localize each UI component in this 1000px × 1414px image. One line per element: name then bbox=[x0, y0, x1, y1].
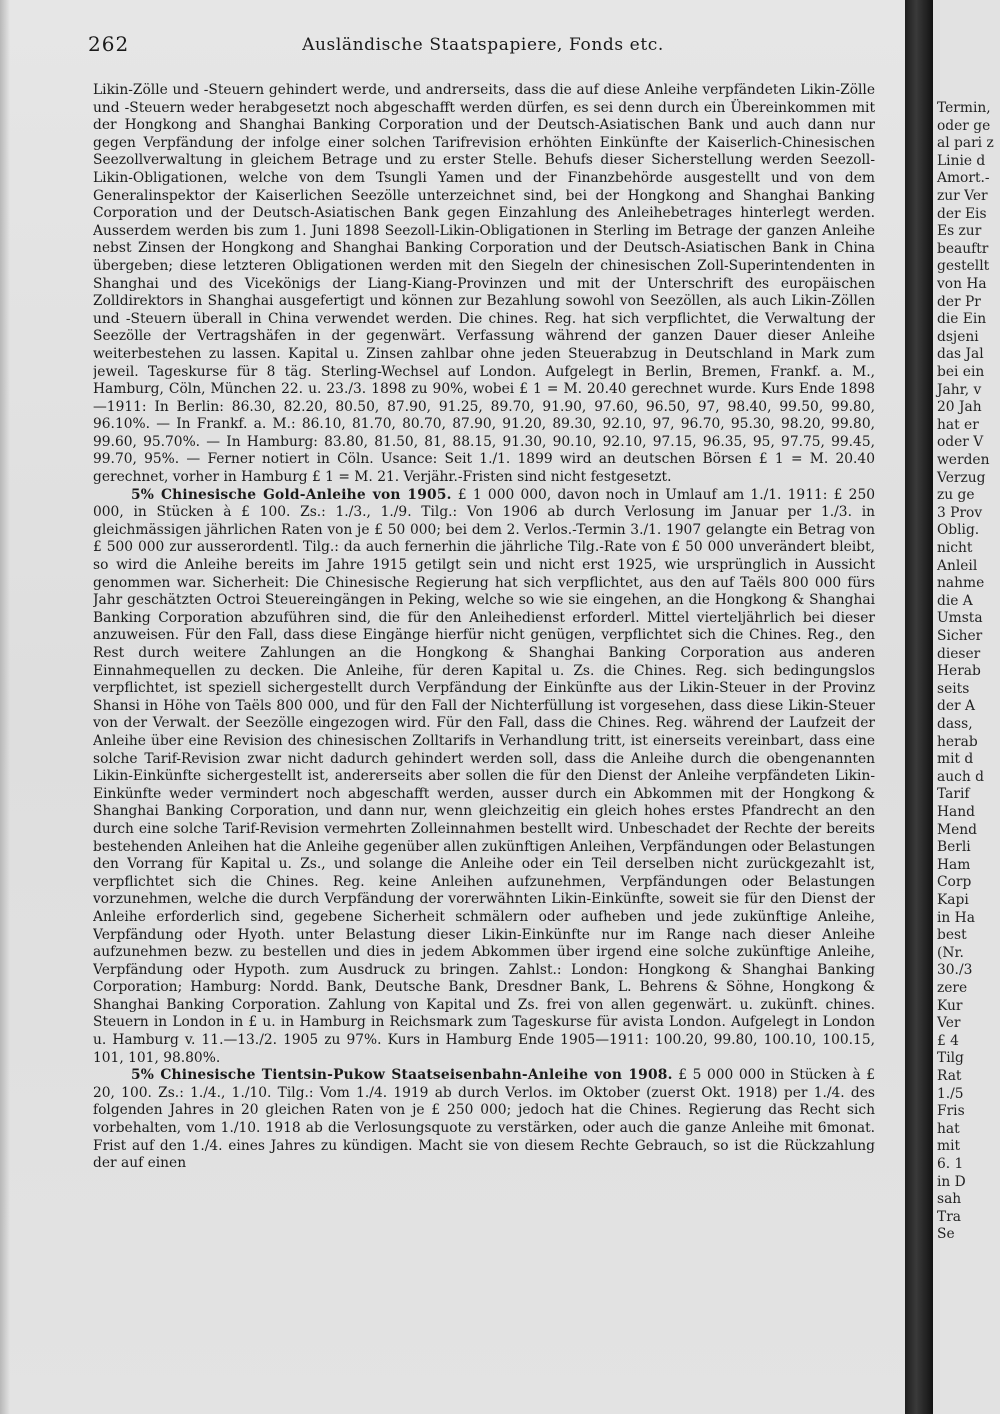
facing-page-fragment: Linie d bbox=[937, 152, 986, 169]
facing-page-fragment: die Ein bbox=[937, 311, 987, 328]
facing-page-fragment: Fris bbox=[937, 1103, 965, 1120]
facing-page-fragment: Berli bbox=[937, 839, 971, 856]
facing-page-fragment: oder V bbox=[937, 434, 984, 451]
facing-page-fragment: dieser bbox=[937, 645, 981, 662]
facing-page-fragment: beauftr bbox=[937, 240, 989, 257]
page-body bbox=[93, 82, 875, 1382]
facing-page-fragment: Verzug bbox=[937, 469, 986, 486]
facing-page-fragment: werden bbox=[937, 452, 990, 468]
facing-page-fragment: Hand bbox=[937, 804, 975, 820]
paragraph-tientsin-pukow-loan-1908 bbox=[93, 1067, 875, 1173]
facing-page-fragment: Termin, bbox=[937, 100, 991, 116]
paragraph-continuation bbox=[93, 82, 875, 487]
section-heading: 5% Chinesische Tientsin-Pukow Staatseisenbahn-Anleihe von 1908. bbox=[131, 1067, 673, 1084]
facing-page-fragment: Es zur bbox=[937, 223, 982, 240]
facing-page-edge bbox=[933, 0, 1000, 1414]
facing-page-fragment: Jahr, v bbox=[937, 381, 982, 398]
facing-page-fragment: hat bbox=[937, 1120, 960, 1137]
facing-page-fragment: Se bbox=[937, 1226, 955, 1243]
facing-page-fragment: zu ge bbox=[937, 487, 975, 504]
facing-page-fragment: 20 Jah bbox=[937, 399, 982, 416]
facing-page-fragment: 3 Prov bbox=[937, 504, 983, 521]
facing-page-fragment: Corp bbox=[937, 874, 972, 891]
facing-page-fragment: hat er bbox=[937, 416, 979, 433]
running-head: Ausländische Staatspapiere, Fonds etc. bbox=[302, 35, 664, 55]
facing-page-fragment: mit bbox=[937, 1138, 961, 1155]
facing-page-fragment: in D bbox=[937, 1173, 966, 1190]
facing-page-fragment: nicht bbox=[937, 540, 973, 556]
facing-page-fragment: 30./3 bbox=[937, 962, 973, 979]
paragraph-text: £ 5 000 000 in Stücken à £ 20, 100. Zs.: 1./4., 1./10. Tilg.: Vom 1./4. 1919 ab durch Verlos. im Oktober (zuerst Okt. 1918) per 1./4. des folgenden Jahres in 20 gleichen Raten von je £ 250 000; jedoch hat die Chines. Regierung das Recht sich vorbehalten, vom 1./10. 1918 ab die Verlosungsquote zu verstärken, oder auch die ganze Anleihe mit 6monat. Frist auf den 1./4. eines Jahres zu kündigen. Macht sie von diesem Rechte Gebrauch, so ist die Rückzahlung der auf einen bbox=[93, 1067, 875, 1172]
facing-page-fragment: dass, bbox=[937, 716, 973, 732]
facing-page-fragment: das Jal bbox=[937, 346, 984, 363]
facing-page-fragment: auch d bbox=[937, 768, 984, 785]
page-header bbox=[88, 32, 878, 62]
facing-page-fragment: oder ge bbox=[937, 117, 991, 134]
facing-page-fragment: Oblig. bbox=[937, 522, 980, 539]
facing-page-fragment: der Eis bbox=[937, 205, 987, 222]
facing-page-fragment: in Ha bbox=[937, 909, 975, 926]
facing-page-fragment: bei ein bbox=[937, 364, 985, 380]
facing-page-fragment: Amort.- bbox=[937, 170, 990, 187]
facing-page-fragment: (Nr. bbox=[937, 944, 964, 961]
facing-page-fragment: Kur bbox=[937, 997, 963, 1014]
facing-page-fragment: von Ha bbox=[937, 276, 987, 292]
facing-page-fragment: der Pr bbox=[937, 293, 981, 310]
facing-page-fragment: sah bbox=[937, 1191, 962, 1208]
facing-page-fragment: 1./5 bbox=[937, 1085, 964, 1102]
facing-page-fragment: Tra bbox=[937, 1208, 962, 1225]
facing-page-fragment: al pari z bbox=[937, 135, 994, 152]
facing-page-fragment: Herab bbox=[937, 663, 981, 680]
book-gutter bbox=[905, 0, 933, 1414]
facing-page-fragment: gestellt bbox=[937, 258, 990, 275]
page-edge-shadow bbox=[0, 0, 10, 1414]
page-number: 262 bbox=[88, 32, 130, 56]
facing-page-fragment: nahme bbox=[937, 575, 985, 592]
paragraph-text: £ 1 000 000, davon noch in Umlauf am 1./1. 1911: £ 250 000, in Stücken à £ 100. Zs.: 1./3., 1./9. Tilg.: Von 1906 ab durch Verlosung im Januar per 1./3. in gleichmässigen jährlichen Raten von je £ 50 000; bei dem 2. Verlos.-Termin 3./1. 1907 gelangte ein Betrag von £ 500 000 zur ausserordentl. Tilg.: da auch fernerhin die jährliche Tilg.-Rate von £ 50 000 unverändert bleibt, so wird die Anleihe bereits im Jahre 1915 getilgt sein und nicht erst 1925, wie ursprünglich in Aussicht genommen war. Sicherheit: Die Chinesische Regierung hat sich verpflichtet, aus den auf Taëls 800 000 fürs Jahr geschätzten Octroi Steuereingängen in Peking, welche so wie sie eingehen, an die Hongkong & Shanghai Banking Corporation abzuführen sind, die für den Anleihedienst erforderl. Mittel vierteljährlich bei dieser anzuweisen. Für den Fall, dass diese Eingänge hierfür nicht genügen, verpflichtet sich die Chines. Reg., den Rest durch weitere Zahlungen an die Hongkong & Shanghai Banking Corporation aus anderen Einnahmequellen zu decken. Die Anleihe, für deren Kapital u. Zs. die Chines. Reg. sich bedingungslos verpflichtet, ist speziell sichergestellt durch Verpfändung der Einkünfte aus der Likin-Steuer in der Provinz Shansi in Höhe von Taëls 800 000, und für den Fall der Nichterfüllung ist vorgesehen, dass diese Likin-Steuer von der Verwalt. der Seezölle eingezogen wird. Für den Fall, dass die Chines. Reg. während der Laufzeit der Anleihe über eine Revision des chinesischen Zolltarifs in Verhandlung tritt, ist einerseits vereinbart, dass eine solche Tarif-Revision zwar nicht dadurch gehindert werden soll, dass die Anleihe durch die obengenannten Likin-Einkünfte sichergestellt ist, andererseits aber sollen die für den Dienst der Anleihe verpfändeten Likin-Einkünfte weder vermindert noch abgeschafft werden, ausser durch ein Abkommen mit der Hongkong & Shanghai Banking Corporation, und dann nur, wenn gleichzeitig ein gleich hohes erstes Pfandrecht an den durch eine solche Tarif-Revision vermehrten Zolleinnahmen bestellt wird. Unbeschadet der Rechte der bereits bestehenden Anleihen hat die Anleihe gegenüber allen zukünftigen Anleihen, Verpfändungen oder Belastungen den Vorrang für Kapital u. Zs., und solange die Anleihe oder ein Teil derselben nicht zurückgezahlt ist, verpflichtet sich die Chines. Reg. keine Anleihen aufzunehmen, Verpfändungen oder Belastungen vorzunehmen, welche die durch Verpfändung der vorerwähnten Likin-Einkünfte, soweit sie für den Dienst der Anleihe erforderlich sind, gegebene Sicherheit schmälern oder aufheben und jede zukünftige Anleihe, Verpfändung oder Hyoth. unter Belastung dieser Likin-Einkünfte nur im Range nach dieser Anleihe aufzunehmen bezw. zu bestellen und dies in jedem Abkommen über irgend eine solche zukünftige Anleihe, Verpfändung oder Hypoth. zum Ausdruck zu bringen. Zahlst.: London: Hongkong & Shanghai Banking Corporation; Hamburg: Nordd. Bank, Deutsche Bank, Dresdner Bank, L. Behrens & Söhne, Hongkong & Shanghai Banking Corporation. Zahlung von Kapital und Zs. frei von allen gegenwärt. u. zukünft. chines. Steuern in London in £ u. in Hamburg in Reichsmark zum Tageskurse für avista London. Aufgelegt in London u. Hamburg v. 11.—13./2. 1905 zu 97%. Kurs in Hamburg Ende 1905—1911: 100.20, 99.80, 100.10, 100.15, 101, 101, 98.80%. bbox=[93, 486, 875, 1066]
facing-page-fragment: Ver bbox=[937, 1015, 961, 1032]
facing-page-fragment: Tilg bbox=[937, 1050, 964, 1067]
facing-page-fragment: seits bbox=[937, 680, 970, 697]
facing-page-fragment: zur Ver bbox=[937, 188, 988, 204]
facing-page-fragment: der A bbox=[937, 698, 975, 715]
section-heading: 5% Chinesische Gold-Anleihe von 1905. bbox=[131, 486, 452, 503]
facing-page-fragment: Ham bbox=[937, 856, 971, 873]
facing-page-fragment: Umsta bbox=[937, 610, 983, 627]
facing-page-fragment: zere bbox=[937, 980, 968, 996]
facing-page-fragment: £ 4 bbox=[937, 1032, 959, 1049]
facing-page-fragment: best bbox=[937, 927, 967, 944]
facing-page-fragment: herab bbox=[937, 733, 978, 750]
paragraph-text: Likin-Zölle und -Steuern gehindert werde, und andrerseits, dass die auf diese Anleihe verpfändeten Likin-Zölle und -Steuern weder herabgesetzt noch abgeschafft werden dürfen, es sei denn durch ein Übereinkommen mit der Hongkong and Shanghai Banking Corporation und der Deutsch-Asiatischen Bank und auch dann nur gegen Verpfändung der infolge einer solchen Tarifrevision erhöhten Einkünfte der Kaiserlich-Chinesischen Seezollverwaltung in gleichem Betrage und zu erster Stelle. Behufs dieser Sicherstellung werden Seezoll-Likin-Obligationen, welche von dem Tsungli Yamen und der Finanzbehörde ausgestellt und von dem Generalinspektor der Kaiserlichen Seezölle unterzeichnet sind, bei der Hongkong and Shanghai Banking Corporation und der Deutsch-Asiatischen Bank gegen Einzahlung des Anleihebetrages hinterlegt werden. Ausserdem werden bis zum 1. Juni 1898 Seezoll-Likin-Obligationen in Sterling im Betrage der ganzen Anleihe nebst Zinsen der Hongkong and Shanghai Banking Corporation und der Deutsch-Asiatischen Bank in China übergeben; diese letzteren Obligationen werden mit den Siegeln der chinesischen Zoll-Superintendenten in Shanghai und des Vicekönigs der Liang-Kiang-Provinzen und mit der Unterschrift des europäischen Zolldirektors in Shanghai ausgefertigt und können zur Bezahlung sowohl von Seezöllen, als auch Likin-Zöllen und -Steuern überall in China verwendet werden. Die chines. Reg. hat sich verpflichtet, die Verwaltung der Seezölle der Vertragshäfen in der gegenwärt. Verfassung während der ganzen Dauer dieser Anleihe weiterbestehen zu lassen. Kapital u. Zinsen zahlbar ohne jeden Steuerabzug in Deutschland in Mark zum jeweil. Tageskurse für 8 täg. Sterling-Wechsel auf London. Aufgelegt in Berlin, Bremen, Frankf. a. M., Hamburg, Cöln, München 22. u. 23./3. 1898 zu 90%, wobei £ 1 = M. 20.40 gerechnet wurde. Kurs Ende 1898—1911: In Berlin: 86.30, 82.20, 80.50, 87.90, 91.25, 89.70, 91.90, 97.60, 96.50, 97, 98.40, 99.50, 99.80, 96.10%. — In Frankf. a. M.: 86.10, 81.70, 80.70, 87.90, 91.20, 89.30, 92.10, 97, 96.70, 95.30, 98.20, 99.80, 99.60, 95.70%. — In Hamburg: 83.80, 81.50, 81, 88.15, 91.30, 90.10, 92.10, 97.15, 96.35, 95, 97.75, 99.45, 99.70, 95%. — Ferner notiert in Cöln. Usance: Seit 1./1. 1899 wird an deutschen Börsen £ 1 = M. 20.40 gerechnet, vorher in Hamburg £ 1 = M. 21. Verjähr.-Fristen sind nicht festgesetzt. bbox=[93, 82, 875, 486]
facing-page-fragment: Tarif bbox=[937, 786, 970, 803]
facing-page-fragment: mit d bbox=[937, 751, 974, 768]
facing-page-fragment: Kapi bbox=[937, 892, 969, 908]
facing-page-fragment: dsjeni bbox=[937, 328, 979, 345]
facing-page-fragment: Anleil bbox=[937, 557, 978, 574]
facing-page-fragment: Rat bbox=[937, 1068, 962, 1084]
facing-page-fragment: Mend bbox=[937, 821, 978, 838]
facing-page-fragment: Sicher bbox=[937, 628, 983, 644]
facing-page-fragment: 6. 1 bbox=[937, 1156, 964, 1172]
paragraph-gold-loan-1905 bbox=[93, 487, 875, 1068]
facing-page-fragment: die A bbox=[937, 592, 973, 609]
